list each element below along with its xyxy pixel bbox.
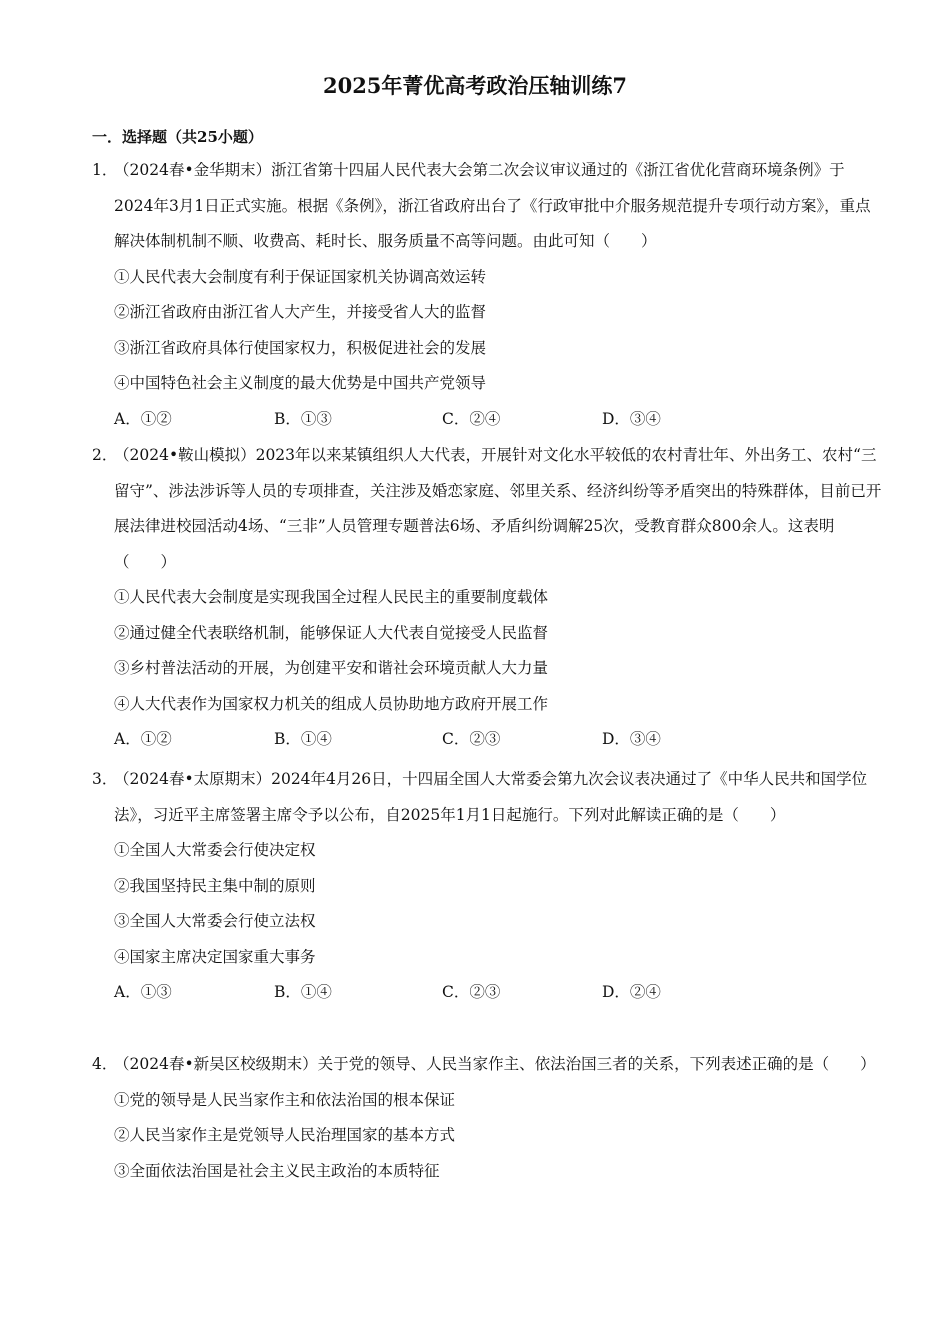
- choice-d[interactable]: D．③④: [602, 730, 661, 748]
- answer-choices: [114, 722, 882, 758]
- question-stem: （2024春•金华期末）浙江省第十四届人民代表大会第二次会议审议通过的《浙江省优化营商环境条例》于2024年3月1日正式实施。根据《条例》，浙江省政府出台了《行政审批中介服务规范提升专项行动方案》，重点解决体制机制不顺、收费高、耗时长、服务质量不高等问题。由此可知（ ）: [114, 161, 871, 250]
- choice-a[interactable]: A．①②: [114, 409, 172, 428]
- statement-item: ②通过健全代表联络机制，能够保证人大代表自觉接受人民监督: [114, 623, 549, 642]
- answer-choices: [114, 402, 882, 438]
- statement-item: ③浙江省政府具体行使国家权力，积极促进社会的发展: [114, 338, 487, 357]
- choice-d[interactable]: D．②④: [602, 983, 661, 1001]
- question-1: [92, 153, 882, 437]
- question-number: 3．: [92, 770, 118, 788]
- question-3: [92, 762, 882, 1011]
- choice-b[interactable]: B．①③: [274, 409, 332, 428]
- section-heading: 一．选择题（共25小题）: [92, 128, 263, 146]
- statement-item: ①人民代表大会制度有利于保证国家机关协调高效运转: [114, 267, 487, 286]
- statement-item: ②我国坚持民主集中制的原则: [114, 876, 316, 895]
- question-number: 2．: [92, 446, 118, 464]
- choice-c[interactable]: C．②③: [442, 730, 501, 748]
- question-stem: （2024春•新吴区校级期末）关于党的领导、人民当家作主、依法治国三者的关系，下列表述正确的是（ ）: [114, 1055, 876, 1073]
- choice-d[interactable]: D．③④: [602, 409, 661, 428]
- question-number: 4．: [92, 1055, 118, 1073]
- question-4: [92, 1047, 882, 1189]
- statement-item: ③全面依法治国是社会主义民主政治的本质特征: [114, 1161, 440, 1180]
- choice-b[interactable]: B．①④: [274, 730, 332, 748]
- statement-item: ③全国人大常委会行使立法权: [114, 912, 316, 930]
- question-number: 1．: [92, 161, 118, 179]
- statement-item: ③乡村普法活动的开展，为创建平安和谐社会环境贡献人大力量: [114, 659, 549, 677]
- choice-b[interactable]: B．①④: [274, 983, 332, 1001]
- statement-item: ②人民当家作主是党领导人民治理国家的基本方式: [114, 1126, 456, 1144]
- answer-choices: [114, 975, 882, 1011]
- statement-item: ①人民代表大会制度是实现我国全过程人民民主的重要制度载体: [114, 588, 549, 606]
- question-stem: （2024春•太原期末）2024年4月26日，十四届全国人大常委会第九次会议表决通过了《中华人民共和国学位法》，习近平主席签署主席令予以公布，自2025年1月1日起施行。下列对此解读正确的是（ ）: [114, 770, 868, 824]
- question-stem: （2024•鞍山模拟）2023年以来某镇组织人大代表，开展针对文化水平较低的农村青壮年、外出务工、农村“三留守”、涉法涉诉等人员的专项排查，关注涉及婚恋家庭、邻里关系、经济纠纷等矛盾突出的特殊群体，目前已开展法律进校园活动4场、“三非”人员管理专题普法6场、矛盾纠纷调解25次，受教育群众800余人。这表明（ ）: [114, 446, 882, 571]
- choice-c[interactable]: C．②④: [442, 409, 501, 428]
- statement-item: ①党的领导是人民当家作主和依法治国的根本保证: [114, 1090, 456, 1109]
- statement-item: ④国家主席决定国家重大事务: [114, 947, 316, 966]
- choice-a[interactable]: A．①③: [114, 983, 172, 1001]
- choice-c[interactable]: C．②③: [442, 983, 501, 1001]
- question-2: [92, 438, 882, 758]
- document-title: 2025年菁优高考政治压轴训练7: [322, 73, 628, 98]
- statement-item: ②浙江省政府由浙江省人大产生，并接受省人大的监督: [114, 303, 487, 321]
- choice-a[interactable]: A．①②: [114, 730, 172, 748]
- statement-item: ④人大代表作为国家权力机关的组成人员协助地方政府开展工作: [114, 694, 549, 713]
- statement-item: ①全国人大常委会行使决定权: [114, 841, 316, 859]
- statement-item: ④中国特色社会主义制度的最大优势是中国共产党领导: [114, 374, 487, 392]
